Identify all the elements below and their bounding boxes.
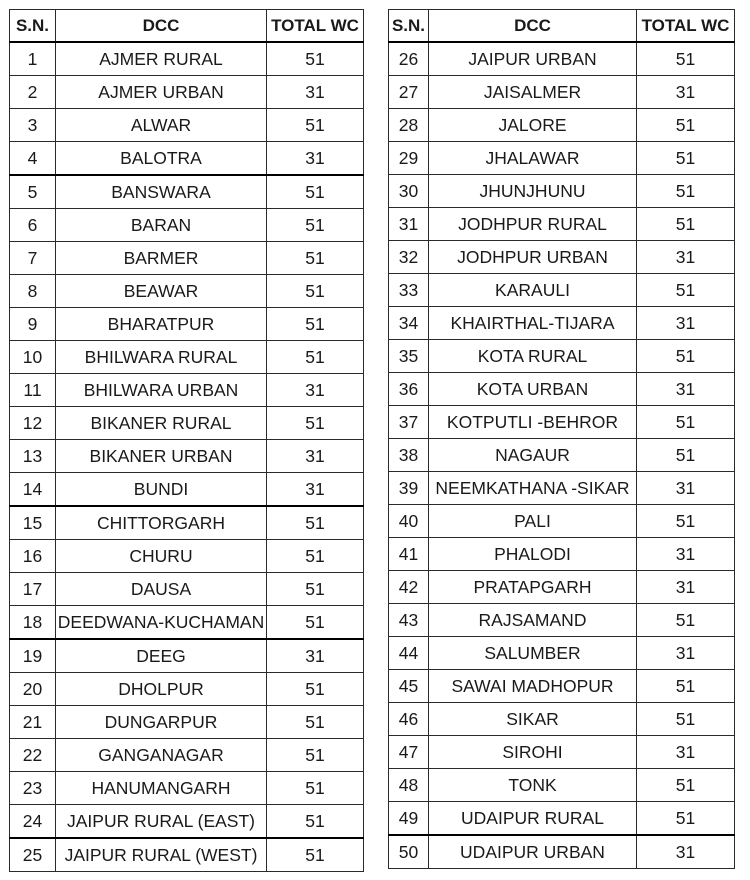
table-row xyxy=(10,673,364,706)
cell-dcc: KHAIRTHAL-TIJARA xyxy=(429,307,637,340)
cell-total-wc: 31 xyxy=(267,639,364,673)
cell-dcc: JAISALMER xyxy=(429,76,637,109)
cell-sn: 1 xyxy=(10,42,56,76)
cell-dcc: PHALODI xyxy=(429,538,637,571)
cell-sn: 16 xyxy=(10,540,56,573)
table-row xyxy=(389,373,735,406)
cell-dcc: BHARATPUR xyxy=(56,308,267,341)
table-row xyxy=(10,440,364,473)
cell-total-wc: 51 xyxy=(267,573,364,606)
cell-dcc: JHALAWAR xyxy=(429,142,637,175)
cell-total-wc: 51 xyxy=(267,209,364,242)
cell-sn: 2 xyxy=(10,76,56,109)
cell-total-wc: 51 xyxy=(637,604,735,637)
cell-total-wc: 31 xyxy=(637,76,735,109)
table-row xyxy=(10,242,364,275)
cell-sn: 43 xyxy=(389,604,429,637)
cell-total-wc: 51 xyxy=(267,175,364,209)
cell-total-wc: 51 xyxy=(637,208,735,241)
cell-total-wc: 51 xyxy=(267,506,364,540)
cell-dcc: ALWAR xyxy=(56,109,267,142)
table-row xyxy=(10,805,364,839)
cell-total-wc: 51 xyxy=(267,606,364,640)
cell-sn: 20 xyxy=(10,673,56,706)
cell-dcc: JAIPUR URBAN xyxy=(429,42,637,76)
cell-sn: 36 xyxy=(389,373,429,406)
cell-sn: 50 xyxy=(389,835,429,869)
table-row xyxy=(10,573,364,606)
cell-sn: 45 xyxy=(389,670,429,703)
cell-sn: 35 xyxy=(389,340,429,373)
cell-dcc: SAWAI MADHOPUR xyxy=(429,670,637,703)
cell-dcc: KOTA RURAL xyxy=(429,340,637,373)
cell-dcc: JALORE xyxy=(429,109,637,142)
table-row xyxy=(389,307,735,340)
cell-dcc: DAUSA xyxy=(56,573,267,606)
cell-sn: 6 xyxy=(10,209,56,242)
table-row xyxy=(10,506,364,540)
table-row xyxy=(10,209,364,242)
table-row xyxy=(389,109,735,142)
cell-sn: 37 xyxy=(389,406,429,439)
cell-total-wc: 31 xyxy=(637,571,735,604)
cell-sn: 39 xyxy=(389,472,429,505)
cell-total-wc: 51 xyxy=(267,739,364,772)
cell-sn: 19 xyxy=(10,639,56,673)
cell-sn: 40 xyxy=(389,505,429,538)
header-sn: S.N. xyxy=(389,10,429,43)
table-row xyxy=(389,340,735,373)
cell-total-wc: 31 xyxy=(267,76,364,109)
cell-total-wc: 31 xyxy=(637,637,735,670)
cell-dcc: KOTPUTLI -BEHROR xyxy=(429,406,637,439)
table-row xyxy=(10,275,364,308)
cell-sn: 23 xyxy=(10,772,56,805)
cell-dcc: HANUMANGARH xyxy=(56,772,267,805)
cell-sn: 46 xyxy=(389,703,429,736)
cell-sn: 5 xyxy=(10,175,56,209)
cell-total-wc: 51 xyxy=(637,274,735,307)
cell-total-wc: 31 xyxy=(637,472,735,505)
cell-total-wc: 51 xyxy=(637,703,735,736)
table-row xyxy=(389,142,735,175)
cell-dcc: KARAULI xyxy=(429,274,637,307)
table-row xyxy=(10,606,364,640)
cell-total-wc: 51 xyxy=(267,42,364,76)
cell-dcc: JODHPUR RURAL xyxy=(429,208,637,241)
cell-dcc: UDAIPUR RURAL xyxy=(429,802,637,836)
table-row xyxy=(10,42,364,76)
cell-total-wc: 31 xyxy=(637,736,735,769)
cell-sn: 3 xyxy=(10,109,56,142)
cell-dcc: BARMER xyxy=(56,242,267,275)
cell-sn: 12 xyxy=(10,407,56,440)
table-row xyxy=(10,175,364,209)
table-row xyxy=(10,76,364,109)
cell-dcc: UDAIPUR URBAN xyxy=(429,835,637,869)
cell-total-wc: 51 xyxy=(267,805,364,839)
table-row xyxy=(389,472,735,505)
cell-total-wc: 51 xyxy=(267,772,364,805)
table-row xyxy=(10,706,364,739)
table-row xyxy=(10,109,364,142)
cell-total-wc: 31 xyxy=(637,835,735,869)
table-row xyxy=(389,802,735,836)
cell-total-wc: 51 xyxy=(637,439,735,472)
cell-sn: 13 xyxy=(10,440,56,473)
cell-sn: 14 xyxy=(10,473,56,507)
cell-dcc: JAIPUR RURAL (WEST) xyxy=(56,838,267,872)
cell-sn: 21 xyxy=(10,706,56,739)
cell-sn: 22 xyxy=(10,739,56,772)
cell-total-wc: 31 xyxy=(267,142,364,176)
cell-sn: 34 xyxy=(389,307,429,340)
dcc-table-left xyxy=(9,9,364,872)
header-dcc: DCC xyxy=(56,10,267,43)
table-row xyxy=(389,42,735,76)
table-row xyxy=(10,540,364,573)
cell-sn: 15 xyxy=(10,506,56,540)
cell-dcc: AJMER URBAN xyxy=(56,76,267,109)
table-row xyxy=(389,703,735,736)
table-row xyxy=(389,406,735,439)
cell-sn: 26 xyxy=(389,42,429,76)
cell-sn: 11 xyxy=(10,374,56,407)
cell-total-wc: 51 xyxy=(267,341,364,374)
table-row xyxy=(10,639,364,673)
cell-sn: 27 xyxy=(389,76,429,109)
table-row xyxy=(389,538,735,571)
table-row xyxy=(389,637,735,670)
cell-total-wc: 51 xyxy=(637,340,735,373)
cell-total-wc: 51 xyxy=(267,706,364,739)
cell-dcc: BALOTRA xyxy=(56,142,267,176)
cell-total-wc: 51 xyxy=(637,142,735,175)
table-row xyxy=(10,374,364,407)
cell-total-wc: 51 xyxy=(267,308,364,341)
cell-total-wc: 51 xyxy=(637,109,735,142)
table-row xyxy=(389,208,735,241)
table-row xyxy=(389,736,735,769)
cell-dcc: CHITTORGARH xyxy=(56,506,267,540)
header-dcc: DCC xyxy=(429,10,637,43)
table-row xyxy=(389,505,735,538)
header-total-wc: TOTAL WC xyxy=(637,10,735,43)
cell-total-wc: 51 xyxy=(267,275,364,308)
cell-total-wc: 51 xyxy=(637,42,735,76)
dcc-table-right xyxy=(388,9,735,869)
cell-total-wc: 51 xyxy=(637,175,735,208)
cell-sn: 48 xyxy=(389,769,429,802)
cell-dcc: KOTA URBAN xyxy=(429,373,637,406)
cell-dcc: BANSWARA xyxy=(56,175,267,209)
cell-total-wc: 31 xyxy=(637,538,735,571)
cell-total-wc: 31 xyxy=(267,440,364,473)
table-row xyxy=(10,142,364,176)
cell-dcc: DHOLPUR xyxy=(56,673,267,706)
cell-dcc: SIROHI xyxy=(429,736,637,769)
cell-sn: 24 xyxy=(10,805,56,839)
cell-total-wc: 31 xyxy=(637,373,735,406)
cell-total-wc: 51 xyxy=(637,505,735,538)
table-row xyxy=(389,670,735,703)
table-row xyxy=(10,308,364,341)
cell-dcc: JODHPUR URBAN xyxy=(429,241,637,274)
cell-dcc: DEEDWANA-KUCHAMAN xyxy=(56,606,267,640)
table-row xyxy=(389,439,735,472)
cell-total-wc: 51 xyxy=(637,769,735,802)
cell-dcc: AJMER RURAL xyxy=(56,42,267,76)
cell-total-wc: 31 xyxy=(267,473,364,507)
table-row xyxy=(10,838,364,872)
cell-dcc: SIKAR xyxy=(429,703,637,736)
cell-total-wc: 51 xyxy=(267,242,364,275)
cell-dcc: TONK xyxy=(429,769,637,802)
cell-dcc: BEAWAR xyxy=(56,275,267,308)
table-row xyxy=(389,76,735,109)
cell-sn: 30 xyxy=(389,175,429,208)
table-row xyxy=(10,341,364,374)
cell-dcc: GANGANAGAR xyxy=(56,739,267,772)
cell-sn: 31 xyxy=(389,208,429,241)
cell-total-wc: 51 xyxy=(637,670,735,703)
cell-total-wc: 51 xyxy=(637,802,735,836)
cell-sn: 41 xyxy=(389,538,429,571)
cell-sn: 4 xyxy=(10,142,56,176)
header-row xyxy=(10,10,364,43)
cell-sn: 9 xyxy=(10,308,56,341)
table-row xyxy=(389,241,735,274)
cell-dcc: BHILWARA URBAN xyxy=(56,374,267,407)
cell-dcc: NAGAUR xyxy=(429,439,637,472)
cell-dcc: BUNDI xyxy=(56,473,267,507)
cell-total-wc: 31 xyxy=(637,307,735,340)
table-row xyxy=(389,274,735,307)
cell-dcc: BARAN xyxy=(56,209,267,242)
cell-dcc: BHILWARA RURAL xyxy=(56,341,267,374)
cell-total-wc: 51 xyxy=(637,406,735,439)
cell-dcc: CHURU xyxy=(56,540,267,573)
cell-sn: 32 xyxy=(389,241,429,274)
cell-total-wc: 51 xyxy=(267,109,364,142)
table-row xyxy=(389,769,735,802)
cell-dcc: NEEMKATHANA -SIKAR xyxy=(429,472,637,505)
cell-total-wc: 51 xyxy=(267,540,364,573)
cell-total-wc: 51 xyxy=(267,407,364,440)
cell-sn: 7 xyxy=(10,242,56,275)
cell-dcc: BIKANER URBAN xyxy=(56,440,267,473)
cell-dcc: JAIPUR RURAL (EAST) xyxy=(56,805,267,839)
header-row xyxy=(389,10,735,43)
cell-dcc: SALUMBER xyxy=(429,637,637,670)
cell-total-wc: 51 xyxy=(267,838,364,872)
cell-sn: 29 xyxy=(389,142,429,175)
cell-dcc: DUNGARPUR xyxy=(56,706,267,739)
cell-dcc: JHUNJHUNU xyxy=(429,175,637,208)
cell-sn: 42 xyxy=(389,571,429,604)
table-row xyxy=(389,835,735,869)
cell-sn: 25 xyxy=(10,838,56,872)
table-row xyxy=(10,407,364,440)
cell-sn: 18 xyxy=(10,606,56,640)
cell-dcc: DEEG xyxy=(56,639,267,673)
table-row xyxy=(10,739,364,772)
cell-sn: 10 xyxy=(10,341,56,374)
cell-dcc: PRATAPGARH xyxy=(429,571,637,604)
cell-sn: 33 xyxy=(389,274,429,307)
cell-dcc: BIKANER RURAL xyxy=(56,407,267,440)
table-row xyxy=(389,604,735,637)
cell-sn: 8 xyxy=(10,275,56,308)
table-row xyxy=(389,175,735,208)
cell-total-wc: 31 xyxy=(267,374,364,407)
cell-sn: 28 xyxy=(389,109,429,142)
cell-dcc: PALI xyxy=(429,505,637,538)
header-sn: S.N. xyxy=(10,10,56,43)
header-total-wc: TOTAL WC xyxy=(267,10,364,43)
cell-sn: 38 xyxy=(389,439,429,472)
cell-total-wc: 31 xyxy=(637,241,735,274)
table-row xyxy=(10,473,364,507)
cell-sn: 17 xyxy=(10,573,56,606)
cell-sn: 49 xyxy=(389,802,429,836)
cell-sn: 44 xyxy=(389,637,429,670)
table-row xyxy=(389,571,735,604)
cell-sn: 47 xyxy=(389,736,429,769)
table-row xyxy=(10,772,364,805)
cell-dcc: RAJSAMAND xyxy=(429,604,637,637)
cell-total-wc: 51 xyxy=(267,673,364,706)
